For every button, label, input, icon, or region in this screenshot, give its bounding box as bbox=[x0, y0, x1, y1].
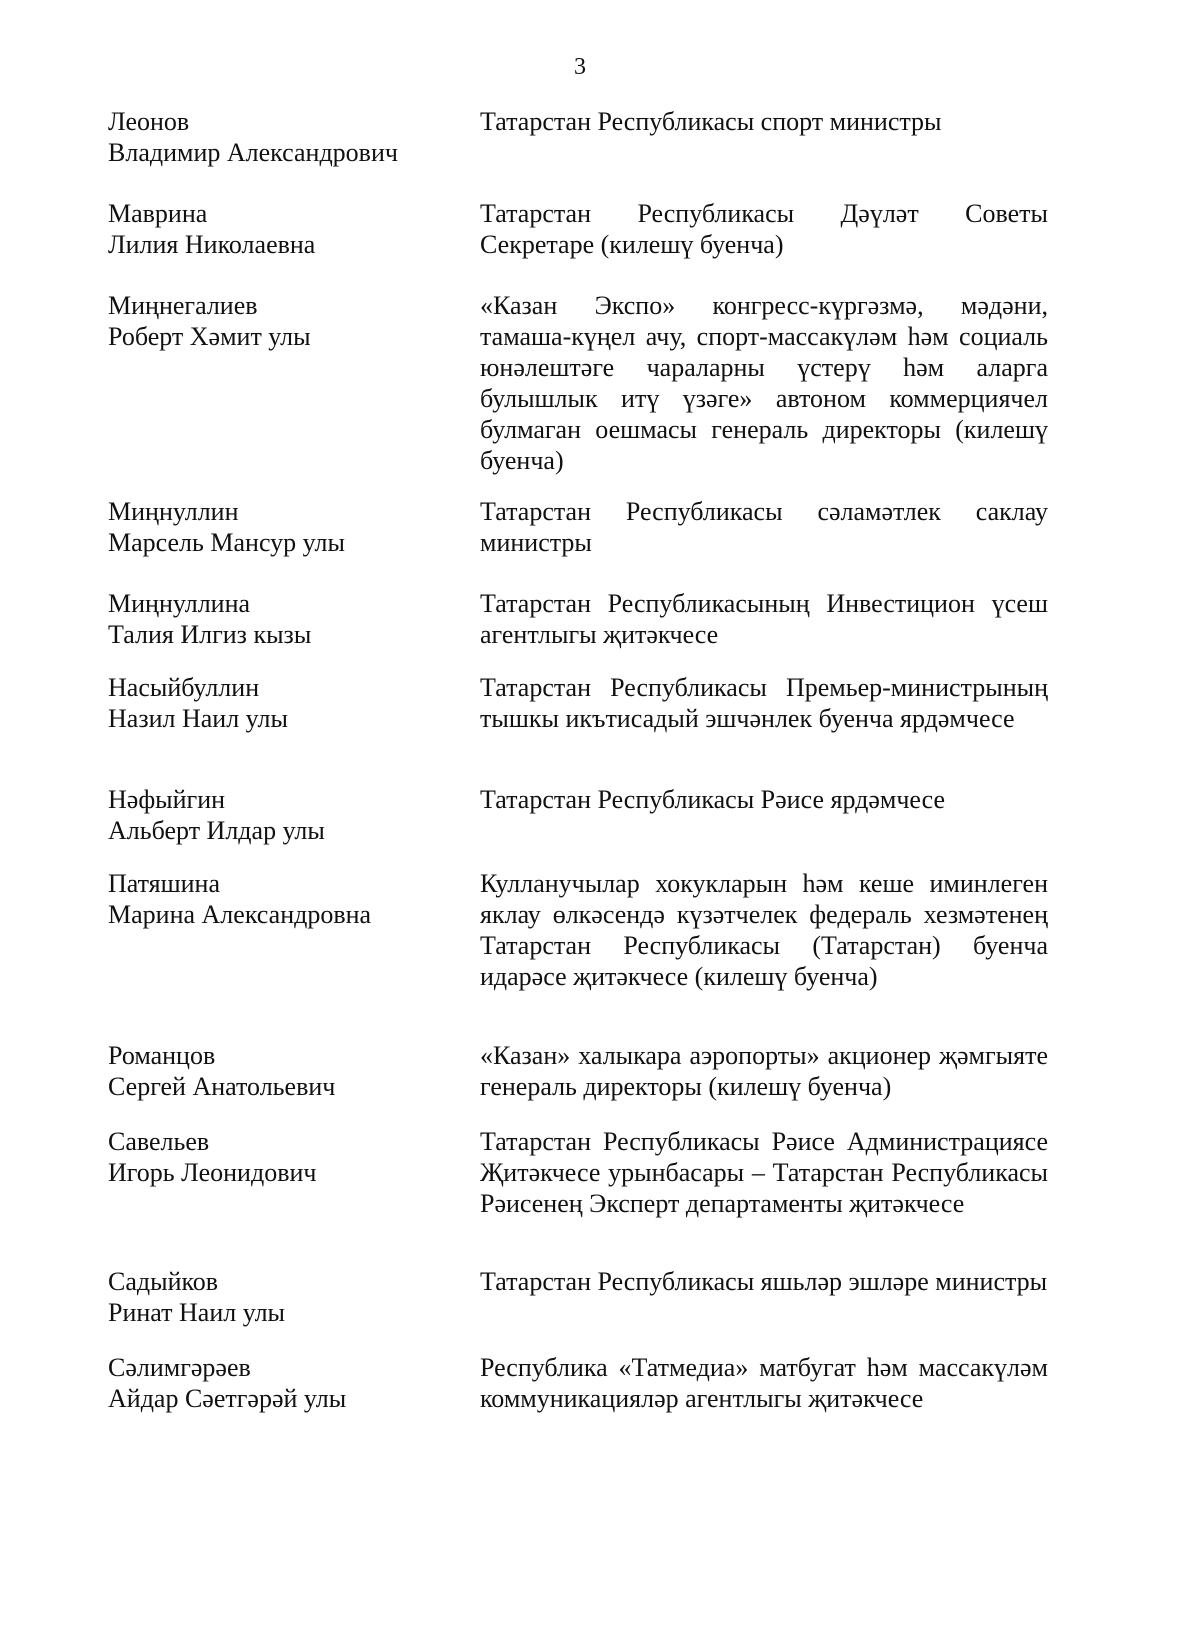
person-surname: Миңнегалиев bbox=[108, 291, 258, 320]
person-given-names: Ринат Наил улы bbox=[108, 1298, 286, 1327]
person-name bbox=[108, 1126, 468, 1188]
person-name bbox=[108, 672, 468, 734]
person-name bbox=[108, 588, 468, 650]
person-surname: Романцов bbox=[108, 1041, 216, 1070]
person-given-names: Талия Илгиз кызы bbox=[108, 620, 312, 649]
person-position: Татарстан Республикасы спорт министры bbox=[480, 107, 942, 136]
person-position: «Казан Экспо» конгресс-күргәзмә, мәдәни, тамаша-күңел ачу, спорт-массакүләм һәм социаль юнәлештәге чараларны үстерү һәм аларга булышлык итү үзәге» автоном коммерциячел булмаган оешмасы генераль директоры (килешү буенча) bbox=[480, 291, 1048, 475]
person-position: Татарстан Республикасы Премьер-министрының тышкы икътисадый эшчәнлек буенча ярдәмчесе bbox=[480, 673, 1048, 733]
person-surname: Садыйков bbox=[108, 1267, 219, 1296]
person-name bbox=[108, 868, 468, 930]
person-surname: Сәлимгәрәев bbox=[108, 1353, 251, 1382]
person-name bbox=[108, 784, 468, 846]
person-name bbox=[108, 496, 468, 558]
person-position: Татарстан Республикасы Рәисе ярдәмчесе bbox=[480, 785, 945, 814]
person-position: «Казан» халыкара аэропорты» акционер җәмгыяте генераль директоры (килешү буенча) bbox=[480, 1041, 1048, 1101]
person-given-names: Марина Александровна bbox=[108, 900, 372, 929]
person-given-names: Альберт Илдар улы bbox=[108, 816, 325, 845]
person-position: Кулланучылар хокукларын һәм кеше иминлеген яклау өлкәсендә күзәтчелек федераль хезмәтенең Татарстан Республикасы (Татарстан) буенча идарәсе җитәкчесе (килешү буенча) bbox=[480, 869, 1048, 991]
person-surname: Нәфыйгин bbox=[108, 785, 226, 814]
person-given-names: Роберт Хәмит улы bbox=[108, 322, 311, 351]
person-surname: Насыйбуллин bbox=[108, 673, 260, 702]
person-name bbox=[108, 1040, 468, 1102]
person-given-names: Лилия Николаевна bbox=[108, 230, 316, 259]
person-position: Татарстан Республикасы яшьләр эшләре министры bbox=[480, 1267, 1048, 1296]
person-name bbox=[108, 1266, 468, 1328]
person-surname: Маврина bbox=[108, 199, 208, 228]
person-name bbox=[108, 290, 468, 352]
person-given-names: Назил Наил улы bbox=[108, 704, 288, 733]
person-position: Татарстан Республикасы Дәүләт Советы Секретаре (килешү буенча) bbox=[480, 199, 1048, 259]
person-name bbox=[108, 198, 468, 260]
person-position: Татарстан Республикасының Инвестицион үсеш агентлыгы җитәкчесе bbox=[480, 589, 1048, 649]
person-given-names: Сергей Анатольевич bbox=[108, 1072, 336, 1101]
person-given-names: Айдар Сәетгәрәй улы bbox=[108, 1384, 347, 1413]
person-given-names: Игорь Леонидович bbox=[108, 1158, 317, 1187]
person-given-names: Владимир Александрович bbox=[108, 138, 398, 167]
person-name bbox=[108, 106, 468, 168]
person-given-names: Марсель Мансур улы bbox=[108, 528, 345, 557]
page-number: 3 bbox=[574, 54, 586, 80]
person-surname: Патяшина bbox=[108, 869, 221, 898]
person-position: Татарстан Республикасы Рәисе Администрациясе Җитәкчесе урынбасары – Татарстан Республикасы Рәисенең Эксперт департаменты җитәкчесе bbox=[480, 1127, 1048, 1218]
person-surname: Миңнуллина bbox=[108, 589, 251, 618]
person-surname: Миңнуллин bbox=[108, 497, 239, 526]
person-position: Республика «Татмедиа» матбугат һәм массакүләм коммуникацияләр агентлыгы җитәкчесе bbox=[480, 1353, 1048, 1413]
person-surname: Савельев bbox=[108, 1127, 210, 1156]
person-surname: Леонов bbox=[108, 107, 190, 136]
person-position: Татарстан Республикасы сәламәтлек саклау министры bbox=[480, 497, 1048, 557]
person-name bbox=[108, 1352, 468, 1414]
